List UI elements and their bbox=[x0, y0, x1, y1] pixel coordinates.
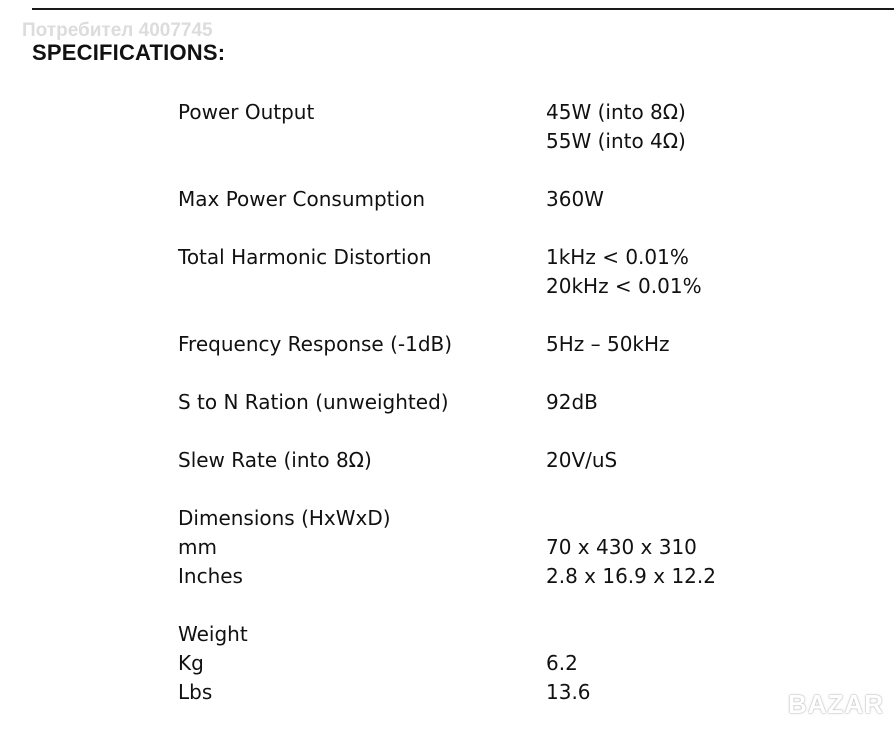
spec-row-frequency-response bbox=[178, 330, 778, 359]
specifications-heading: SPECIFICATIONS: bbox=[32, 40, 226, 65]
spec-label-line: Dimensions (HxWxD) bbox=[178, 506, 391, 530]
user-watermark: Потребител 4007745 bbox=[22, 20, 213, 41]
spec-value bbox=[546, 243, 778, 301]
spec-value-line: 6.2 bbox=[546, 651, 578, 675]
spec-label-line: Frequency Response (-1dB) bbox=[178, 332, 453, 356]
top-rule bbox=[32, 8, 894, 10]
spec-value-line: 70 x 430 x 310 bbox=[546, 535, 697, 559]
spec-label bbox=[178, 620, 546, 707]
spec-label-line: Max Power Consumption bbox=[178, 187, 425, 211]
spec-label bbox=[178, 504, 546, 591]
spec-value-line: 360W bbox=[546, 187, 604, 211]
spec-label-line: Slew Rate (into 8Ω) bbox=[178, 448, 372, 472]
spec-value-line bbox=[546, 620, 778, 649]
spec-label bbox=[178, 243, 546, 301]
spec-row-slew-rate bbox=[178, 446, 778, 475]
spec-value-line: 13.6 bbox=[546, 680, 591, 704]
spec-value bbox=[546, 388, 778, 417]
spec-label-line: Total Harmonic Distortion bbox=[178, 245, 432, 269]
spec-value bbox=[546, 185, 778, 214]
spec-label-line: mm bbox=[178, 535, 217, 559]
spec-value-line: 1kHz < 0.01% bbox=[546, 245, 689, 269]
spec-value-line: 20kHz < 0.01% bbox=[546, 274, 702, 298]
bazar-logo: BAZAR bbox=[788, 689, 884, 719]
spec-row-max-power-consumption bbox=[178, 185, 778, 214]
spec-value bbox=[546, 330, 778, 359]
spec-label-line: Weight bbox=[178, 622, 248, 646]
spec-value-line: 45W (into 8Ω) bbox=[546, 100, 686, 124]
spec-value bbox=[546, 98, 778, 156]
spec-value bbox=[546, 446, 778, 475]
spec-label bbox=[178, 388, 546, 417]
spec-row-dimensions bbox=[178, 504, 778, 591]
spec-value-line: 5Hz – 50kHz bbox=[546, 332, 670, 356]
spec-row-weight bbox=[178, 620, 778, 707]
spec-row-total-harmonic-distortion bbox=[178, 243, 778, 301]
spec-value bbox=[546, 620, 778, 707]
spec-row-power-output bbox=[178, 98, 778, 156]
spec-label-line: Power Output bbox=[178, 100, 315, 124]
spec-label-line: Lbs bbox=[178, 680, 213, 704]
spec-label-line: Inches bbox=[178, 564, 243, 588]
spec-label bbox=[178, 446, 546, 475]
spec-label-line: Kg bbox=[178, 651, 204, 675]
spec-value-line bbox=[546, 504, 778, 533]
spec-table bbox=[178, 98, 778, 707]
spec-value-line: 20V/uS bbox=[546, 448, 618, 472]
spec-label bbox=[178, 330, 546, 359]
spec-value bbox=[546, 504, 778, 591]
spec-label-line: S to N Ration (unweighted) bbox=[178, 390, 449, 414]
spec-value-line: 92dB bbox=[546, 390, 598, 414]
spec-value-line: 2.8 x 16.9 x 12.2 bbox=[546, 564, 716, 588]
spec-value-line: 55W (into 4Ω) bbox=[546, 129, 686, 153]
spec-label bbox=[178, 185, 546, 214]
spec-row-s-to-n-ratio bbox=[178, 388, 778, 417]
spec-label bbox=[178, 98, 546, 156]
